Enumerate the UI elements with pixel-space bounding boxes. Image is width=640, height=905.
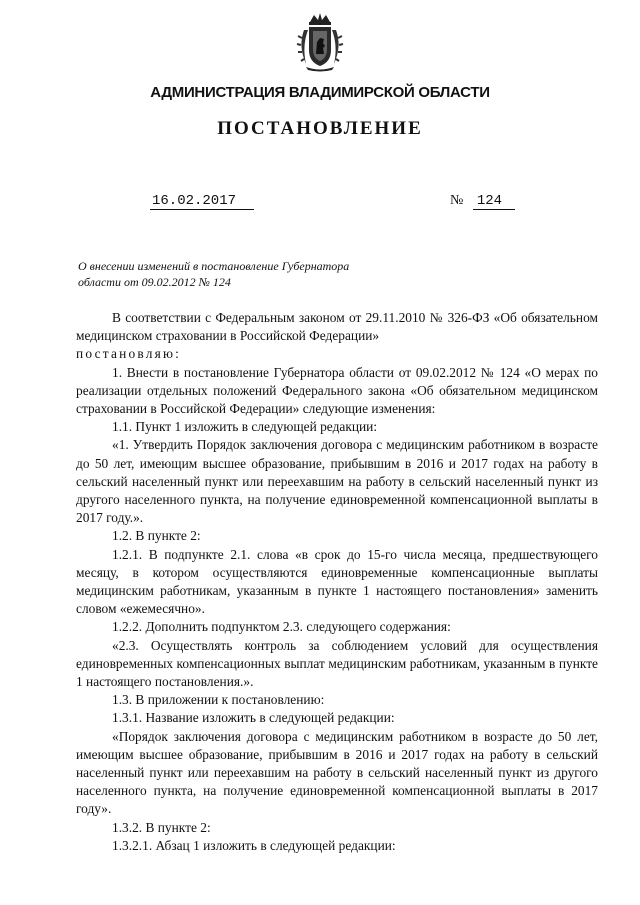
- paragraph-1-1-text: «1. Утвердить Порядок заключения договора с медицинским работником в возрасте до 50 лет, имеющим высшее образование, прибывшим в 2016 и 2017 годах на работу в сельский населенный пункт или переехавшим на работу в сельский населенный пункт из другого населенного пункта, на получение единовременной компенсационной выплаты в 2017 году.».: [76, 437, 598, 526]
- paragraph-resolve: постановляю:: [76, 346, 182, 362]
- paragraph-1-2-1: 1.2.1. В подпункте 2.1. слова «в срок до 15-го числа месяца, предшествующего месяцу, в котором осуществляются единовременные компенсационные выплаты медицинским работникам, указанным в пункте 1 настоящего постановления» заменить словом «ежемесячно».: [76, 546, 598, 617]
- paragraph-1-3-1: 1.3.1. Название изложить в следующей редакции:: [112, 710, 395, 726]
- paragraph-1-3-1-text: «Порядок заключения договора с медицинским работником в возрасте до 50 лет, имеющим высшее образование, прибывшим в 2016 и 2017 годах на работу в сельский населенный пункт или переехавшим на работу в сельский населенный пункт из другого населенного пункта, на получение единовременной компенсационной выплаты в 2017 году».: [76, 728, 598, 817]
- subject-line-2: области от 09.02.2012 № 124: [78, 275, 231, 289]
- paragraph-1: 1. Внести в постановление Губернатора области от 09.02.2012 № 124 «О мерах по реализации отдельных положений Федерального закона «Об обязательном медицинском страховании в Российской Федерации» следующие изменения:: [76, 364, 598, 417]
- document-type-title: ПОСТАНОВЛЕНИЕ: [217, 118, 423, 139]
- document-number-field: [450, 193, 515, 210]
- subject-line-1: О внесении изменений в постановление Губернатора: [78, 259, 350, 273]
- organization-name: АДМИНИСТРАЦИЯ ВЛАДИМИРСКОЙ ОБЛАСТИ: [150, 84, 490, 101]
- document-date: 16.02.2017: [150, 193, 254, 210]
- paragraph-1-2: 1.2. В пункте 2:: [112, 528, 201, 544]
- paragraph-1-3: 1.3. В приложении к постановлению:: [112, 692, 325, 708]
- paragraph-preamble: В соответствии с Федеральным законом от 29.11.2010 № 326-ФЗ «Об обязательном медицинском страховании в Российской Федерации»: [76, 310, 598, 344]
- paragraph-1-2-2: 1.2.2. Дополнить подпунктом 2.3. следующего содержания:: [112, 619, 451, 635]
- number-sign: №: [450, 193, 464, 208]
- paragraph-1-1: 1.1. Пункт 1 изложить в следующей редакции:: [112, 419, 378, 435]
- paragraph-1-3-2-1: 1.3.2.1. Абзац 1 изложить в следующей редакции:: [112, 837, 396, 853]
- document-body: [76, 309, 598, 855]
- document-number: 124: [473, 193, 515, 210]
- paragraph-2-3-text: «2.3. Осуществлять контроль за соблюдением условий для осуществления единовременных компенсационных выплат медицинским работникам, указанным в пункте 1 настоящего постановления.».: [76, 637, 598, 690]
- paragraph-1-3-2: 1.3.2. В пункте 2:: [112, 819, 211, 835]
- coat-of-arms-icon: [296, 12, 344, 72]
- document-subject: [78, 258, 378, 290]
